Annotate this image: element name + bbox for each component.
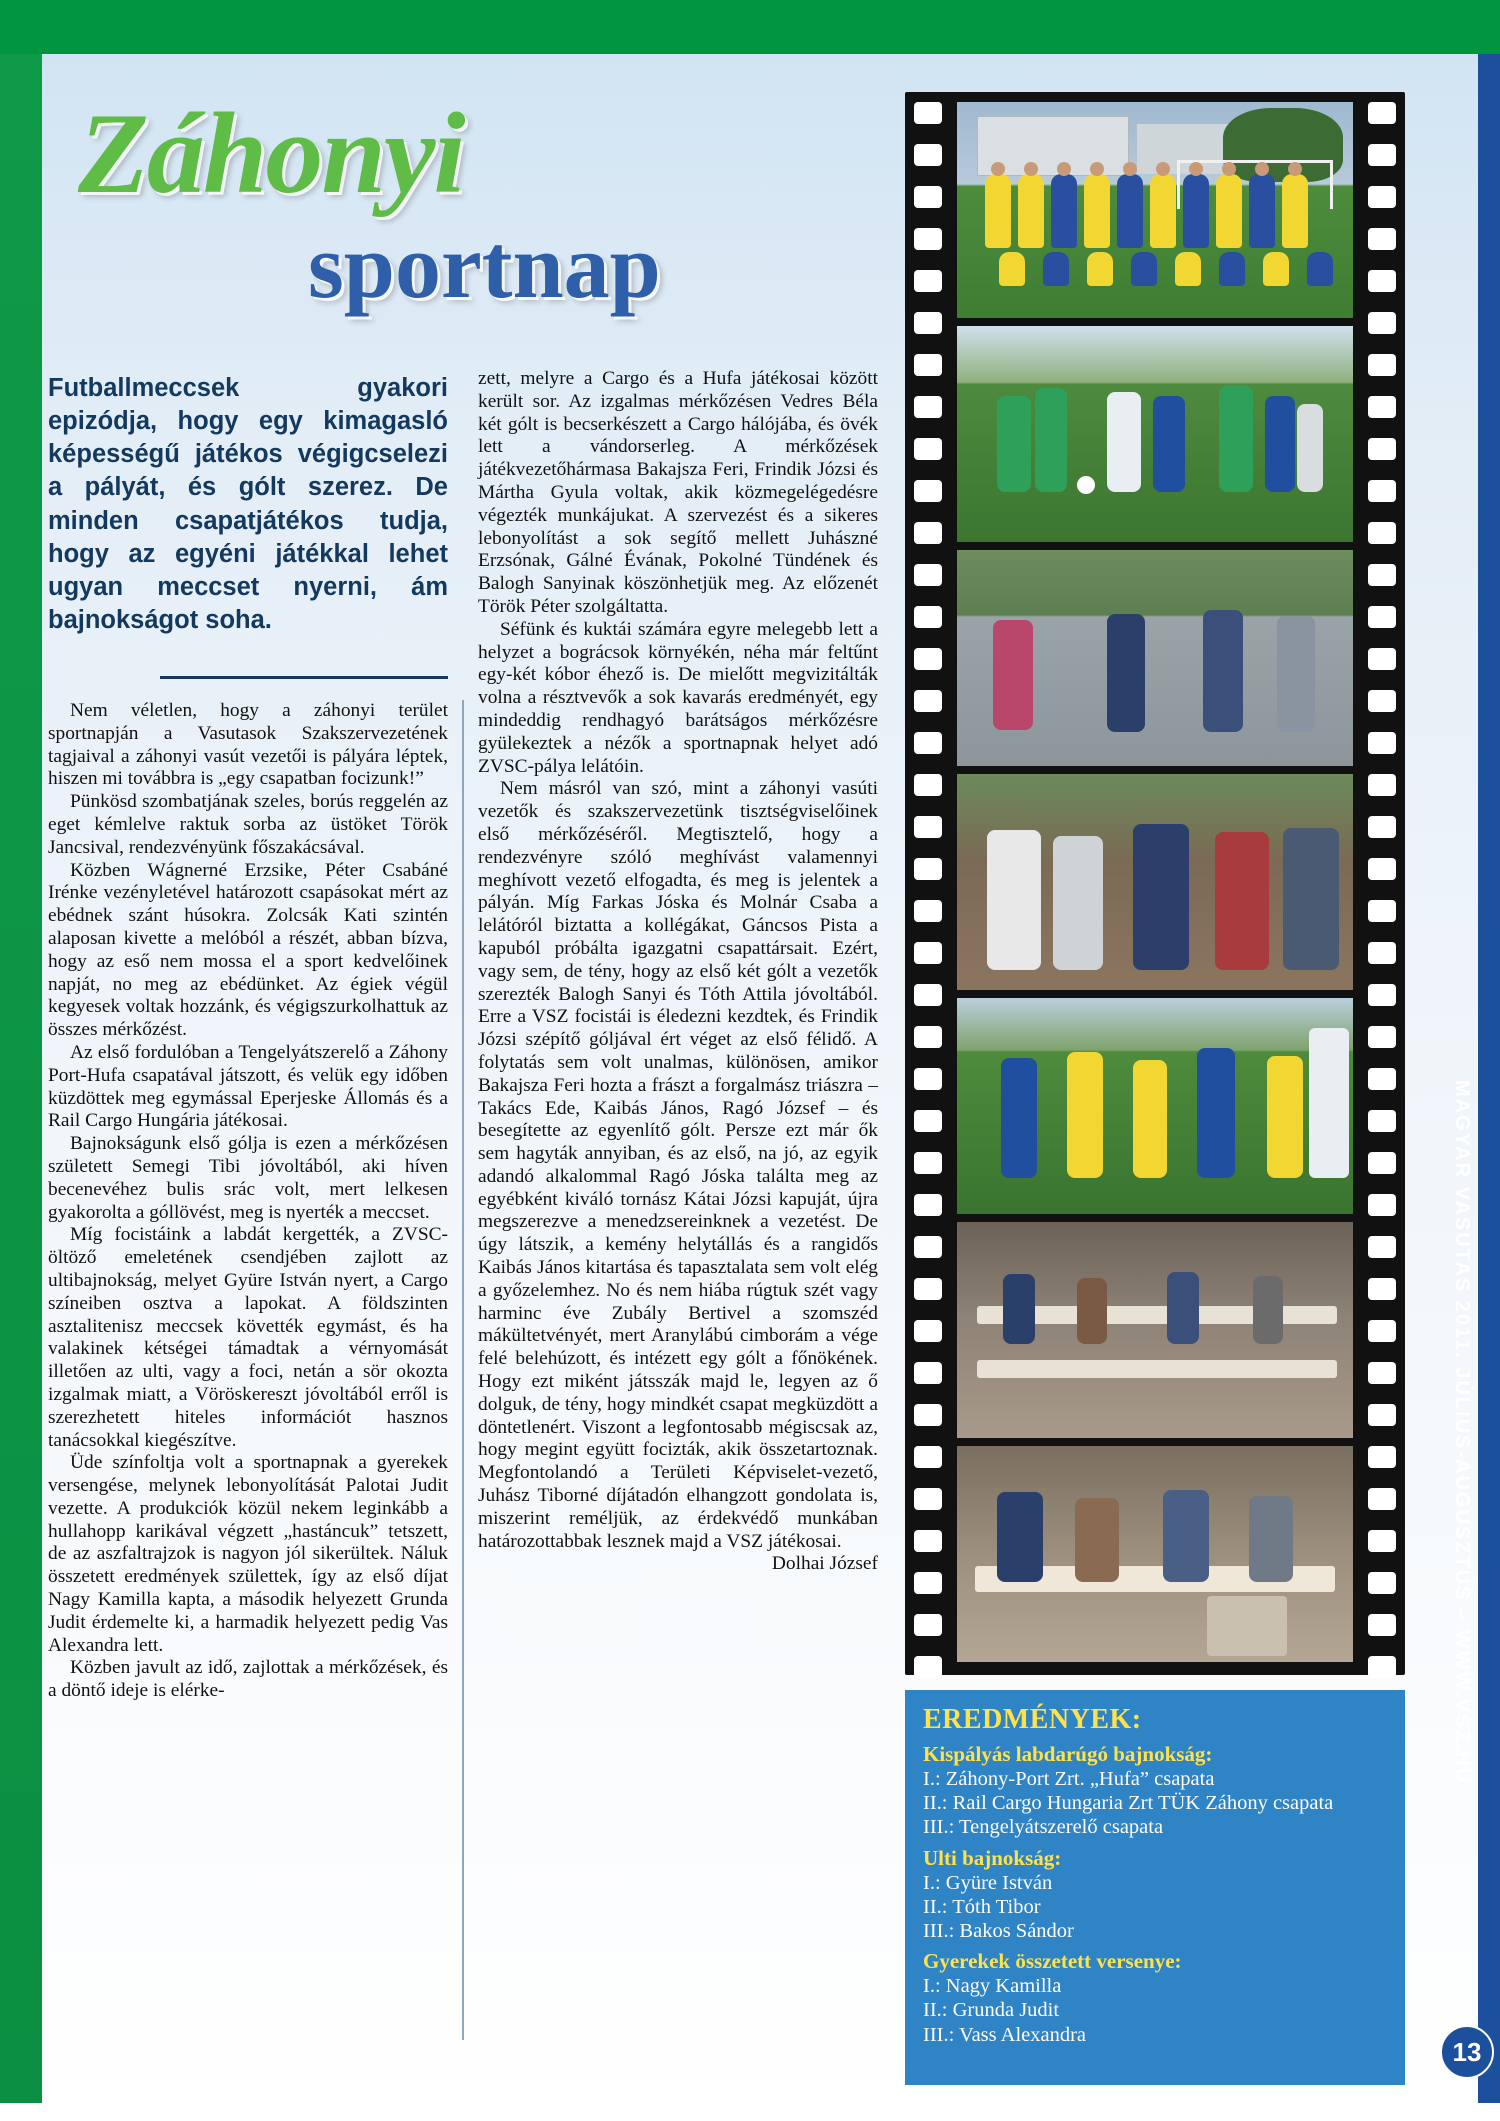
film-perforation (914, 1404, 942, 1426)
photo-figure (1051, 174, 1077, 248)
film-perforation (1368, 1236, 1396, 1258)
film-perforation (914, 1110, 942, 1132)
photo-figure (1265, 396, 1295, 492)
photo-figure (1003, 1274, 1035, 1344)
photo-figure (985, 174, 1011, 248)
photo-figure (1133, 1060, 1167, 1178)
film-perforation (914, 1656, 942, 1678)
photo-frames (957, 102, 1353, 1665)
film-perforation (1368, 1530, 1396, 1552)
paragraph: zett, melyre a Cargo és a Hufa játékosai között került sor. Az izgalmas mérkőzésen Vedres Béla két gólt is becserkészett a Cargo hálójába, és övék lett a vándorserleg. A mérkőzések játékvezetőhármasa Bakajsza Feri, Frindik Józsi és Mártha Gyula voltak, akik közmegelégedésre végezték munkájukat. A szervezést és a sikeres lebonyolítást a sok segítő mellett Juhászné Erzsónak, Gálné Évának, Pokolné Tündének és Balogh Sanyinak köszönhetjük meg. Az előzenét Török Péter szolgáltatta. (478, 368, 878, 617)
film-perforation (1368, 1446, 1396, 1468)
photo-filmstrip (905, 92, 1405, 1675)
results-category-label: Kispályás labdarúgó bajnokság: (923, 1742, 1213, 1766)
film-perforation (1368, 984, 1396, 1006)
spine-label: MAGYAR VASUTAS 2011. JÚLIUS-AUGUSZTUS – WWW.VSZ.HU (1451, 1080, 1473, 1785)
bottom-margin (0, 2103, 1500, 2121)
film-perforation (1368, 438, 1396, 460)
film-perforation (1368, 858, 1396, 880)
film-perforation (1368, 732, 1396, 754)
photo-cooks-at-cauldrons (957, 774, 1353, 990)
film-perforation (914, 270, 942, 292)
photo-figure (1297, 404, 1323, 492)
body-right-column (478, 368, 878, 1576)
film-perforation (914, 102, 942, 124)
film-perforation (914, 1278, 942, 1300)
photo-figure (1077, 476, 1095, 494)
photo-figure (1150, 174, 1176, 248)
article-signature: Dolhai József (771, 1553, 878, 1575)
paragraph: Üde színfoltja volt a sportnapnak a gyerekek versengése, melynek lebonyolítását Palotai Judit vezette. A produkciók közül nekem leginkább a hullahopp karikával végzett „hastáncuk” tetszett, de az aszfaltrajzok is nagyon jól sikerültek. Náluk összetett eredmények születtek, így az első díjat Nagy Kamilla kapta, a második helyezett Grunda Judit érdemelte ki, a harmadik helyezett pedig Vas Alexandra lett. (48, 1452, 448, 1656)
film-perforation (1368, 1194, 1396, 1216)
photo-figure-head (1024, 162, 1038, 176)
film-perforation (914, 816, 942, 838)
photo-figure (997, 396, 1031, 492)
photo-figure (1215, 832, 1269, 970)
film-perforation (914, 1068, 942, 1090)
photo-figure (1249, 1496, 1293, 1582)
results-category-label: Gyerekek összetett versenye: (923, 1949, 1182, 1974)
film-perforation (914, 942, 942, 964)
photo-figure (1197, 1048, 1235, 1178)
column-divider (462, 700, 464, 2040)
photo-figure (1133, 824, 1189, 970)
photo-figure-head (1222, 162, 1236, 176)
photo-figure (999, 252, 1025, 286)
film-perforations-right (1365, 92, 1399, 1675)
photo-figure (1077, 1278, 1107, 1344)
film-perforation (1368, 1320, 1396, 1342)
photo-figure (1167, 1272, 1199, 1344)
film-perforation (914, 186, 942, 208)
film-perforations-left (911, 92, 945, 1675)
results-place: I.: Nagy Kamilla (923, 1975, 1062, 1998)
film-perforation (1368, 1614, 1396, 1636)
paragraph: Nem véletlen, hogy a záhonyi terület sportnapján a Vasutasok Szakszervezetének tagjaival a záhonyi vasút vezetői is pályára léptek, hiszen mi továbbra is „egy csapatban focizunk!” (48, 700, 448, 790)
film-perforation (1368, 522, 1396, 544)
photo-figure-head (1288, 162, 1302, 176)
photo-figure (1001, 1058, 1037, 1178)
photo-figure (1277, 616, 1315, 732)
photo-figure (993, 620, 1033, 730)
paragraph: Közben javult az idő, zajlottak a mérkőzések, és a döntő ideje is elérke- (48, 1657, 448, 1702)
film-perforation (1368, 1656, 1396, 1678)
photo-figure (1131, 252, 1157, 286)
photo-figure (1309, 1028, 1349, 1178)
photo-match-action-yellow-blue (957, 998, 1353, 1214)
page-title (78, 90, 878, 317)
film-perforation (914, 1488, 942, 1510)
film-perforation (914, 648, 942, 670)
film-perforation (914, 1446, 942, 1468)
photo-indoor-hall-tables (957, 1222, 1353, 1438)
left-green-edge (0, 54, 42, 2121)
film-perforation (1368, 1026, 1396, 1048)
film-perforation (1368, 144, 1396, 166)
photo-figure (1043, 252, 1069, 286)
film-perforation (1368, 648, 1396, 670)
photo-figure (1249, 174, 1275, 248)
film-perforation (1368, 816, 1396, 838)
film-perforation (914, 1194, 942, 1216)
photo-figure (987, 830, 1041, 970)
film-perforation (914, 144, 942, 166)
photo-team-on-pitch (957, 102, 1353, 318)
body-left-column (48, 700, 448, 1703)
photo-figure (1143, 646, 1213, 716)
results-place: III.: Tengelyátszerelő csapata (923, 1816, 1164, 1839)
film-perforation (1368, 942, 1396, 964)
film-perforation (914, 1362, 942, 1384)
film-perforation (914, 522, 942, 544)
paragraph: Míg focistáink a labdát kergették, a ZVSC-öltöző emeletének csendjében zajlott az ultibajnokság, melyet Gyüre István nyert, a Cargo színeiben osztva a lapokat. A földszinten asztalitenisz meccsek követték egymást, és ha valakinek kétségei támadtak a vérnyomását illetően az ulti, vagy a foci, netán a sör okozta izgalmak miatt, a Vöröskereszt jóvoltából erről is szerezhetett hiteles információt hasznos tanácsokkal kiegészítve. (48, 1224, 448, 1451)
photo-figure (1253, 1276, 1283, 1344)
photo-figure (1107, 392, 1141, 492)
photo-dining-participants (957, 1446, 1353, 1662)
photo-figure (1219, 252, 1245, 286)
paragraph: Bajnokságunk első gólja is ezen a mérkőzésen született Semegi Tibi jóvoltából, aki híven becenevéhez bulis srác volt, mert lelkesen gyakorolta a góllövést, meg is nyerték a meccset. (48, 1133, 448, 1223)
film-perforation (914, 396, 942, 418)
film-perforation (914, 984, 942, 1006)
film-perforation (1368, 270, 1396, 292)
photo-figure-head (1255, 162, 1269, 176)
film-perforation (1368, 228, 1396, 250)
film-perforation (914, 480, 942, 502)
lead-rule (160, 676, 448, 679)
film-perforation (1368, 480, 1396, 502)
photo-figure (1282, 174, 1308, 248)
photo-figure (1035, 388, 1067, 492)
film-perforation (1368, 396, 1396, 418)
film-perforation (1368, 1404, 1396, 1426)
title-line-1: Záhonyi (78, 90, 464, 218)
film-perforation (1368, 1488, 1396, 1510)
film-perforation (914, 354, 942, 376)
lead-paragraph: Futballmeccsek gyakori epizódja, hogy egy kimagasló képességű játékos végigcselezi a pályát, és gólt szerez. De minden csapatjátékos tudja, hogy az egyéni játékkal lehet ugyan meccset nyerni, ám bajnokságot soha. (48, 374, 448, 634)
film-perforation (914, 900, 942, 922)
film-perforation (1368, 1278, 1396, 1300)
photo-figure-head (1123, 162, 1137, 176)
results-heading: EREDMÉNYEK: (923, 1704, 1142, 1735)
photo-figure-head (1189, 162, 1203, 176)
page-number-badge: 13 (1440, 2025, 1494, 2079)
film-perforation (1368, 1362, 1396, 1384)
top-green-bar (0, 0, 1500, 54)
results-place: I.: Gyüre István (923, 1871, 1053, 1894)
film-perforation (914, 690, 942, 712)
photo-figure-head (1090, 162, 1104, 176)
paragraph: Az első fordulóban a Tengelyátszerelő a Záhony Port-Hufa csapatával játszott, és velük egy időben küzdöttek meg egymással Eperjeske Állomás és a Rail Cargo Hungária játékosai. (48, 1041, 448, 1132)
film-perforation (914, 438, 942, 460)
magazine-spine-text (1450, 1080, 1490, 1784)
photo-figure-head (1057, 162, 1071, 176)
title-line-2: sportnap (308, 215, 661, 317)
film-perforation (914, 564, 942, 586)
film-perforation (914, 312, 942, 334)
film-perforation (914, 732, 942, 754)
photo-figure-head (1156, 162, 1170, 176)
film-perforation (1368, 1110, 1396, 1132)
film-perforation (1368, 900, 1396, 922)
results-category-label: Ulti bajnokság: (923, 1845, 1062, 1870)
paragraph: Nem másról van szó, mint a záhonyi vasúti vezetők és szakszervezetünk tisztségviselőinek első mérkőzéséről. Megtisztelő, hogy a rendezvényre szóló meghívást valamennyi meghívott vezető elfogadta, és meg is jelentek a pályán. Míg Farkas Jóska és Molnár Csaba a lelátóról biztatta a kollégákat, Gáncsos Pista a kapuból próbálta igazgatni csapattársait. Ezért, vagy sem, de tény, hogy az első két gólt a vezetők szerezték Balogh Sanyi és Tóth Attila jóvoltából. Erre a VSZ focistái is éledezni kezdtek, és Frindik Józsi szépítő góljával ért véget az első félidő. A folytatás sem volt unalmas, különösen, amikor Bakajsza Feri hozta a frászt a forgalmász triászra – Takács Ede, Kaibás János, Ragó József – és besegítette az egyenlítő gólt. Persze ezt már ők sem hagyták annyiban, és az első, na jó, az egyik adandó alkalommal Ragó Jóska találta meg az egyébként kiváló tornász Kátai Józsi kapuját, újra megszerezve a menedzsereinknek a vezetést. De úgy látszik, a kemény helytállás és a rangidős Kaibás János kitartása és tapasztalata sem volt elég a győzelemhez. No és nem hiába rúgtuk szét vagy harminc éve Zubály Bertivel a szomszéd mákültetvényét, mert Aranylábú cimborám a vége felé belehúzott, és intézett egy gólt a főnökének. Hogy ezt miként játsszák majd le, legyen az ő dolguk, de tény, hogy mindkét csapat megküzdött a döntetlenért. Viszont a legfontosabb mégiscsak az, hogy megint együtt focizták, akik összetartoznak. Megfontolandó a Területi Képviselet-vezető, Juhász Tiborné díjátadón elhangzott gondolata is, miszerint reméljük, az érdekvédő munkában határozottabbak lesznek majd a VSZ játékosai. (478, 778, 878, 1552)
film-perforation (1368, 564, 1396, 586)
photo-figure (1267, 1056, 1303, 1178)
film-perforation (1368, 186, 1396, 208)
film-perforation (914, 606, 942, 628)
photo-children-hula-hoop (957, 550, 1353, 766)
photo-figure (1107, 614, 1145, 732)
film-perforation (914, 1026, 942, 1048)
film-perforation (1368, 312, 1396, 334)
photo-figure-head (991, 162, 1005, 176)
film-perforation (914, 858, 942, 880)
photo-figure (997, 1492, 1043, 1582)
film-perforation (1368, 102, 1396, 124)
photo-figure (1183, 174, 1209, 248)
film-perforation (1368, 1152, 1396, 1174)
film-perforation (1368, 606, 1396, 628)
photo-figure (1075, 1498, 1119, 1582)
photo-figure (1207, 1596, 1287, 1656)
film-perforation (914, 1530, 942, 1552)
photo-figure (977, 1360, 1337, 1378)
photo-match-action-green-blue (957, 326, 1353, 542)
photo-figure (1307, 252, 1333, 286)
photo-figure (1117, 174, 1143, 248)
film-perforation (1368, 1068, 1396, 1090)
photo-figure (1163, 1490, 1209, 1582)
film-perforation (914, 774, 942, 796)
results-place: II.: Grunda Judit (923, 1999, 1060, 2022)
results-place: III.: Vass Alexandra (923, 2023, 1087, 2046)
results-box (905, 1690, 1405, 2085)
film-perforation (1368, 690, 1396, 712)
photo-figure (1087, 252, 1113, 286)
paragraph: Közben Wágnerné Erzsike, Péter Csabáné Irénke vezényletével határozott csapásokat mért az ebédnek szánt húsokra. Zolcsák Kati szintén alaposan kivette a melóból a részét, abban bízva, hogy az eső nem mossa el a sport kedvelőinek napját, no meg az ebédünket. Az égiek végül kegyesek voltak hozzánk, és végigszurkolhattuk az összes mérkőzést. (48, 859, 448, 1041)
photo-figure (1018, 174, 1044, 248)
results-place: II.: Tóth Tibor (923, 1895, 1041, 1918)
results-place: III.: Bakos Sándor (923, 1919, 1074, 1942)
photo-figure (1175, 252, 1201, 286)
film-perforation (914, 228, 942, 250)
photo-figure (1283, 828, 1339, 970)
film-perforation (914, 1320, 942, 1342)
photo-figure (1219, 386, 1253, 492)
film-perforation (914, 1572, 942, 1594)
film-perforation (914, 1152, 942, 1174)
photo-figure (1053, 836, 1103, 970)
film-perforation (1368, 774, 1396, 796)
photo-figure (1153, 396, 1185, 492)
film-perforation (914, 1614, 942, 1636)
photo-figure (1084, 174, 1110, 248)
film-perforation (1368, 354, 1396, 376)
paragraph: Pünkösd szombatjának szeles, borús reggelén az eget kémlelve raktuk sorba az üstöket Török Jancsival, rendezvényünk főszakácsával. (48, 791, 448, 858)
photo-figure (1216, 174, 1242, 248)
paragraph: Séfünk és kuktái számára egyre melegebb lett a helyzet a bográcsok környékén, néha már feltűnt egy-két kóbor éhező is. De mielőtt megvizitálták volna a résztvevők a sok kavarás eredményét, egy mindeddig rendhagyó barátságos mérkőzésre gyülekeztek a nézők a sportnapnak helyet adó ZVSC-pálya lelátóin. (478, 618, 878, 777)
results-place: II.: Rail Cargo Hungaria Zrt TÜK Záhony csapata (923, 1792, 1334, 1815)
film-perforation (1368, 1572, 1396, 1594)
film-perforation (914, 1236, 942, 1258)
results-place: I.: Záhony-Port Zrt. „Hufa” csapata (923, 1768, 1215, 1790)
photo-figure (1263, 252, 1289, 286)
photo-figure (1067, 1052, 1103, 1178)
